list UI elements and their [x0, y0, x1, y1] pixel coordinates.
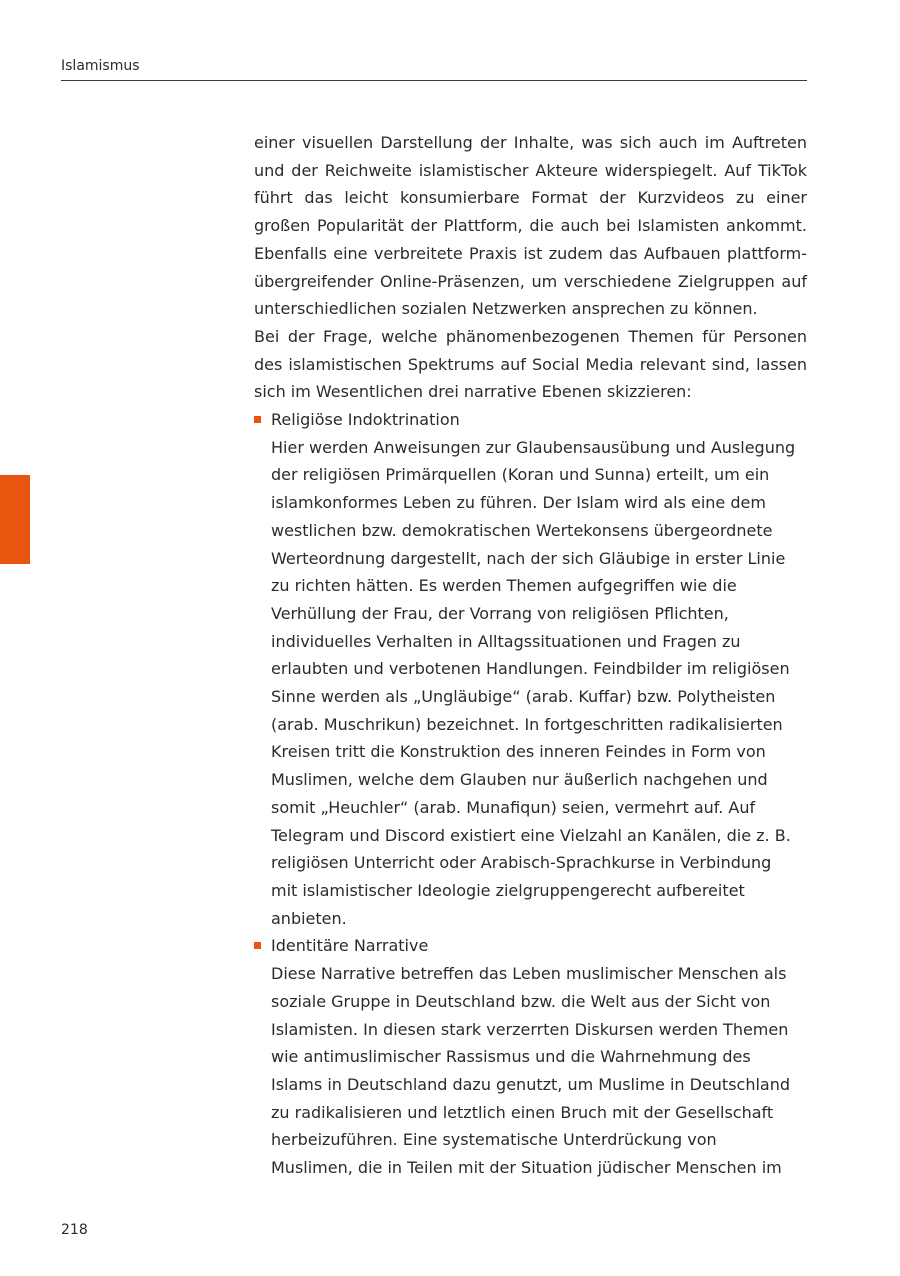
square-bullet-icon: [254, 416, 261, 423]
paragraph: einer visuellen Darstellung der Inhalte, was sich auch im Auftreten und der Reichweite islamistischer Akteure widerspiegelt. Auf TikTok führt das leicht konsumierbare Format der Kurzvideos zu einer großen Popularität der Plattform, die auch bei Islamisten ankommt. Ebenfalls eine verbreitete Praxis ist zudem das Aufbauen plattformübergreifender Online-Präsenzen, um verschiedene Zielgruppen auf unterschiedlichen sozialen Netzwerken ansprechen zu können.: [254, 133, 807, 319]
main-text: [254, 129, 807, 1182]
list-item-title: Identitäre Narrative: [271, 936, 429, 956]
list-item: [254, 406, 807, 932]
paragraph: Bei der Frage, welche phänomenbezogenen Themen für Personen des islamistischen Spektrums auf Social Media relevant sind, lassen sich im Wesentlichen drei narrative Ebenen skizzieren:: [254, 326, 807, 402]
header-rule: [61, 80, 807, 81]
list-item: [254, 932, 807, 1181]
running-head: Islamismus: [61, 58, 140, 74]
list-item-title: Religiöse Indoktrination: [271, 410, 460, 430]
list-item-body: Hier werden Anweisungen zur Glaubensausübung und Auslegung der religiösen Primärquellen (Koran und Sunna) erteilt, um ein islamkonformes Leben zu führen. Der Islam wird als eine dem westlichen bzw. demokratischen Wertekonsens übergeordnete Werteordnung dargestellt, nach der sich Gläubige in erster Linie zu richten hätten. Es werden Themen aufgegriffen wie die Verhüllung der Frau, der Vorrang von religiösen Pflichten, individuelles Verhalten in Alltagssituationen und Fragen zu erlaubten und verbotenen Handlungen. Feindbilder im religiösen Sinne werden als „Ungläubige“ (arab. Kuffar) bzw. Polytheisten (arab. Muschrikun) bezeichnet. In fortgeschritten radikalisierten Kreisen tritt die Konstruktion des inneren Feindes in Form von Muslimen, welche dem Glauben nur äußerlich nachgehen und somit „Heuchler“ (arab. Munafiqun) seien, vermehrt auf. Auf Telegram und Discord existiert eine Vielzahl an Kanälen, die z. B. religiösen Unterricht oder Arabisch-Sprachkurse in Verbindung mit islamistischer Ideologie zielgruppengerecht aufbereitet anbieten.: [271, 437, 796, 928]
narrative-list: [254, 406, 807, 1182]
page-number: 218: [61, 1222, 88, 1238]
chapter-tab-marker: [0, 475, 30, 564]
square-bullet-icon: [254, 942, 261, 949]
list-item-body: Diese Narrative betreffen das Leben muslimischer Menschen als soziale Gruppe in Deutschland bzw. die Welt aus der Sicht von Islamisten. In diesen stark verzerrten Diskursen werden Themen wie antimuslimischer Rassismus und die Wahrnehmung des Islams in Deutschland dazu genutzt, um Muslime in Deutschland zu radikalisieren und letztlich einen Bruch mit der Gesellschaft herbeizuführen. Eine systematische Unterdrückung von Muslimen, die in Teilen mit der Situation jüdischer Menschen im: [271, 964, 791, 1178]
